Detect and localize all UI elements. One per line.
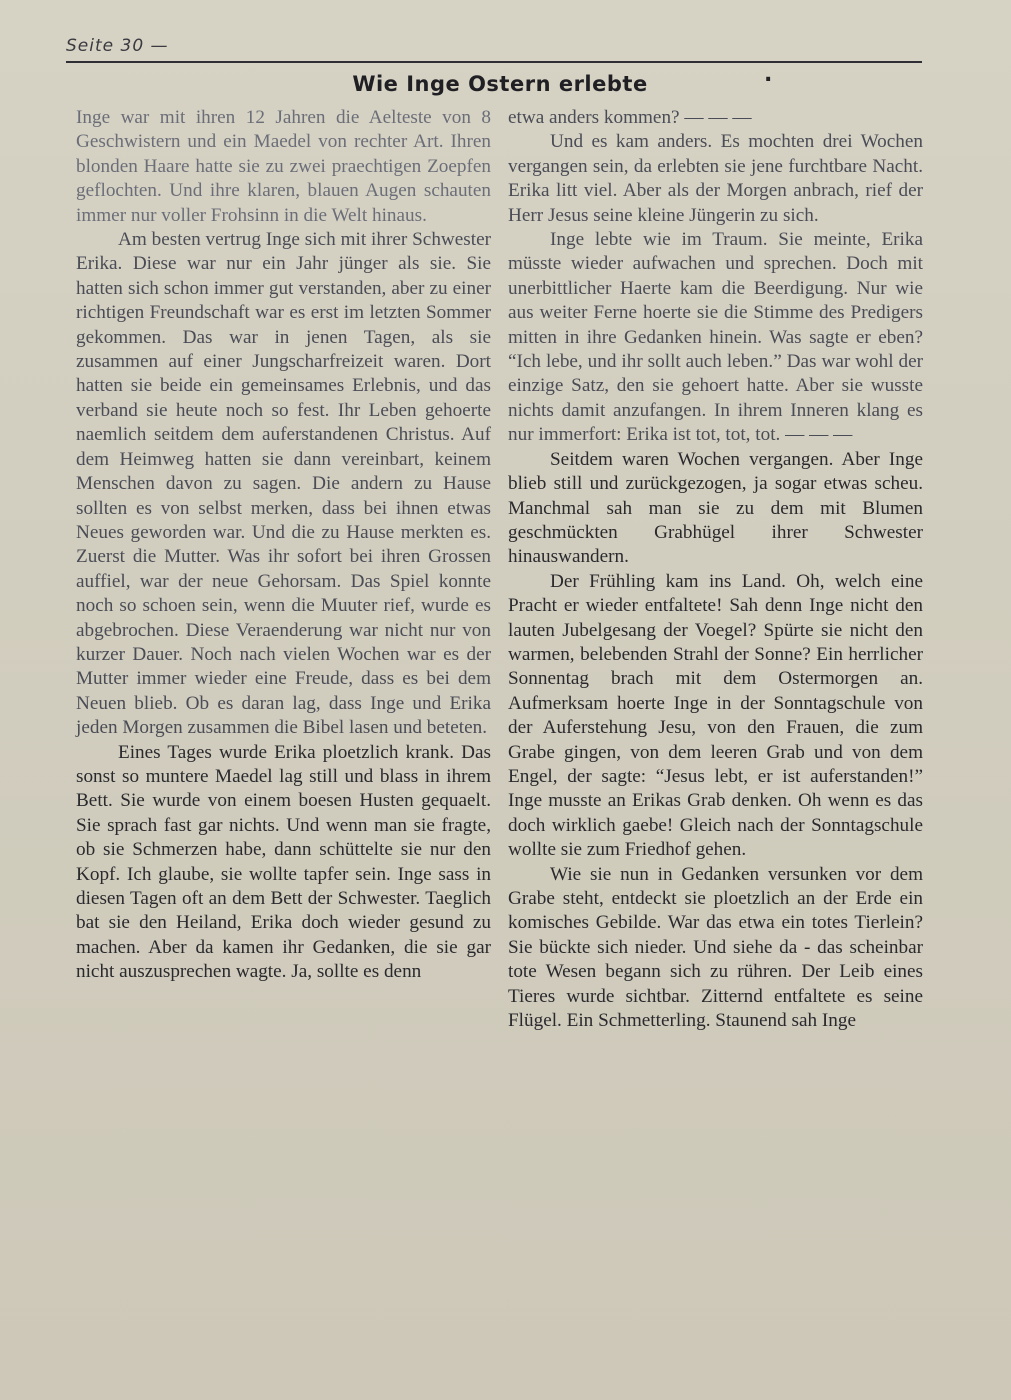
paragraph: Seitdem waren Wochen vergangen. Aber Inge blieb still und zurückgezogen, ja sogar etwas scheu. Manchmal sah man sie zu dem mit Blumen geschmückten Grabhügel ihrer Schwester hinauswandern. [508,448,923,568]
page-number-label: Seite 30 — [66,36,169,56]
title-mark: . [764,62,773,87]
paragraph: Inge war mit ihren 12 Jahren die Aelteste von 8 Geschwistern und ein Maedel von rechter Art. Ihren blonden Haare hatte sie zu zwei praechtigen Zoepfen geflochten. Und ihre klaren, blauen Augen schauten immer nur voller Frohsinn in die Welt hinaus. [76,107,491,226]
left-column [76,106,491,985]
paragraph: Inge lebte wie im Traum. Sie meinte, Erika müsste wieder aufwachen und sprechen. Doch mit unerbittlicher Haerte kam die Beerdigung. Nur wie aus weiter Ferne hoerte sie die Stimme des Predigers mitten in ihre Gedanken hinein. Was sagte er eben? “Ich lebe, und ihr sollt auch leben.” Das war wohl der einzige Satz, den sie gehoert hatte. Aber sie wusste nichts damit anzufangen. In ihrem Inneren klang es nur immerfort: Erika ist tot, tot, tot. — — — [508,229,923,446]
paragraph: Am besten vertrug Inge sich mit ihrer Schwester Erika. Diese war nur ein Jahr jünger als sie. Sie hatten sich schon immer gut verstanden, aber zu einer richtigen Freundschaft war es erst im letzten Sommer gekommen. Das war in jenen Tagen, als sie zusammen auf einer Jungscharfreizeit waren. Dort hatten sie beide ein gemeinsames Erlebnis, und das verband sie heute noch so fest. Ihr Leben gehoerte naemlich seitdem dem auferstandenen Christus. Auf dem Heimweg hatten sie dann vereinbart, keinem Menschen davon zu sagen. Die andern zu Hause sollten es von selbst merken, dass bei ihnen etwas Neues geworden war. Und die zu Hause merkten es. Zuerst die Mutter. Was ihr sofort bei ihren Grossen auffiel, war der neue Gehorsam. Das Spiel konnte noch so schoen sein, wenn die Muuter rief, wurde es abgebrochen. Diese Veraenderung war nicht nur von kurzer Dauer. Noch nach vielen Wochen war es der Mutter immer wieder eine Freude, dass es bei dem Neuen blieb. Ob es daran lag, dass Inge und Erika jeden Morgen zusammen die Bibel lasen und beteten. [76,229,491,739]
header-rule [66,61,922,63]
paragraph: Der Frühling kam ins Land. Oh, welch eine Pracht er wieder entfaltete! Sah denn Inge nicht den lauten Jubelgesang der Voegel? Spürte sie nicht den warmen, belebenden Strahl der Sonne? Ein herrlicher Sonnentag brach mit dem Ostermorgen an. Aufmerksam hoerte Inge in der Sonntagschule von der Auferstehung Jesu, von den Frauen, die zum Grabe gingen, von dem leeren Grab und von dem Engel, der sagte: “Jesus lebt, er ist auferstanden!” Inge musste an Erikas Grab denken. Oh wenn es das doch wirklich gaebe! Gleich nach der Sonntagschule wollte sie zum Friedhof gehen. [508,570,923,861]
article-title: Wie Inge Ostern erlebte [352,72,648,96]
paragraph: etwa anders kommen? — — — [508,107,752,128]
paragraph: Wie sie nun in Gedanken versunken vor dem Grabe steht, entdeckt sie ploetzlich an der Erde ein komisches Gebilde. War das etwa ein totes Tierlein? Sie bückte sich nieder. Und siehe da - das scheinbar tote Wesen begann sich zu rühren. Der Leib eines Tieres wurde sichtbar. Zitternd entfaltete es seine Flügel. Ein Schmetterling. Staunend sah Inge [508,863,923,1032]
paragraph: Und es kam anders. Es mochten drei Wochen vergangen sein, da erlebten sie jene furchtbare Nacht. Erika litt viel. Aber als der Morgen anbrach, rief der Herr Jesus seine kleine Jüngerin zu sich. [508,131,923,226]
right-column [508,106,923,1033]
paragraph: Eines Tages wurde Erika ploetzlich krank. Das sonst so muntere Maedel lag still und blass in ihrem Bett. Sie wurde von einem boesen Husten gequaelt. Sie sprach fast gar nichts. Und wenn man sie fragte, ob sie Schmerzen habe, dann schüttelte sie nur den Kopf. Ich glaube, sie wollte tapfer sein. Inge sass in diesen Tagen oft an dem Bett der Schwester. Taeglich bat sie den Heiland, Erika doch wieder gesund zu machen. Aber da kamen ihr Gedanken, die sie gar nicht auszusprechen wagte. Ja, sollte es denn [76,741,491,983]
